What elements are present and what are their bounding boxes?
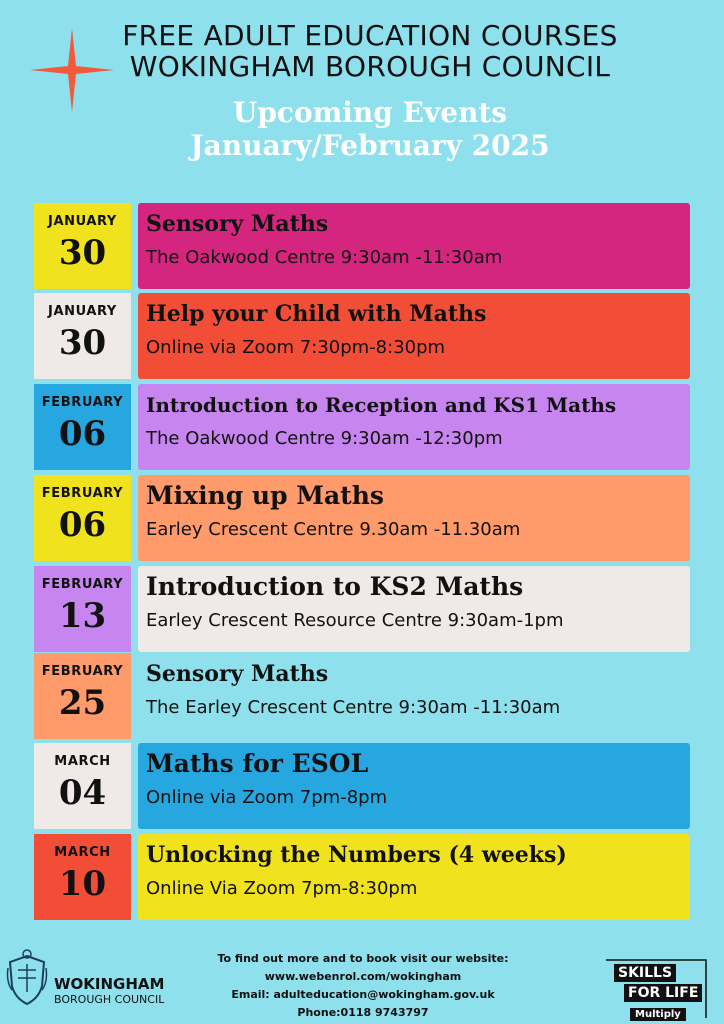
event-card [138,203,690,289]
skills-logo-line-1: SKILLS [614,964,676,982]
footer-intro: To find out more and to book visit our website: [217,952,509,965]
event-details: The Earley Crescent Centre 9:30am -11:30am [146,697,561,718]
event-card [138,475,690,561]
skills-logo-line-3: Multiply [630,1008,686,1021]
event-day: 30 [58,323,107,363]
event-date-box [34,475,131,561]
footer-contact [200,950,526,1022]
events-subtitle [100,96,640,162]
event-date-box [34,743,131,829]
event-date-box [34,203,131,289]
event-title: Sensory Maths [146,661,329,687]
event-date-box [34,566,131,652]
event-month: FEBRUARY [41,577,124,592]
event-month: JANUARY [48,304,117,319]
event-card [138,293,690,379]
event-details: The Oakwood Centre 9:30am -12:30pm [146,428,503,449]
event-card [138,653,690,739]
event-month: JANUARY [48,214,117,229]
event-day: 30 [58,233,107,273]
website-link[interactable]: www.webenrol.com/wokingham [264,970,462,983]
event-title: Introduction to KS2 Maths [146,572,524,601]
event-date-box [34,834,131,920]
event-card [138,384,690,470]
event-day: 10 [58,864,107,904]
council-logo-subname: BOROUGH COUNCIL [54,993,165,1006]
event-title: Help your Child with Maths [146,301,487,327]
event-card [138,566,690,652]
event-details: Online Via Zoom 7pm-8:30pm [146,878,418,899]
event-title: Unlocking the Numbers (4 weeks) [146,842,567,868]
phone-number: Phone:0118 9743797 [297,1006,429,1019]
event-details: Earley Crescent Centre 9.30am -11.30am [146,519,521,540]
council-logo [54,976,164,1007]
event-date-box [34,293,131,379]
event-day: 13 [58,596,107,636]
header-line-1: FREE ADULT EDUCATION COURSES [122,19,618,52]
event-month: FEBRUARY [41,664,124,679]
email-link[interactable]: Email: adulteducation@wokingham.gov.uk [231,988,495,1001]
event-title: Introduction to Reception and KS1 Maths [146,393,617,417]
event-day: 04 [58,773,107,813]
event-month: FEBRUARY [41,486,124,501]
event-details: Earley Crescent Resource Centre 9:30am-1pm [146,610,564,631]
crest-icon [6,948,48,1008]
skills-for-life-logo [608,962,708,1021]
event-details: Online via Zoom 7pm-8pm [146,787,388,808]
event-details: The Oakwood Centre 9:30am -11:30am [146,247,503,268]
event-title: Mixing up Maths [146,481,384,510]
event-details: Online via Zoom 7:30pm-8:30pm [146,337,446,358]
skills-logo-line-2: FOR LIFE [624,984,702,1002]
header-title [120,20,620,82]
event-day: 06 [58,414,107,454]
event-day: 06 [58,505,107,545]
event-month: FEBRUARY [41,395,124,410]
event-title: Sensory Maths [146,211,329,237]
header-line-2: WOKINGHAM BOROUGH COUNCIL [129,50,611,83]
event-date-box [34,384,131,470]
event-date-box [34,653,131,739]
event-card [138,834,690,920]
event-month: MARCH [54,845,111,860]
event-day: 25 [58,683,107,723]
event-card [138,743,690,829]
council-logo-name: WOKINGHAM [54,975,165,993]
event-title: Maths for ESOL [146,749,369,778]
subtitle-line-1: Upcoming Events [232,96,508,129]
subtitle-line-2: January/February 2025 [190,129,550,162]
event-month: MARCH [54,754,111,769]
